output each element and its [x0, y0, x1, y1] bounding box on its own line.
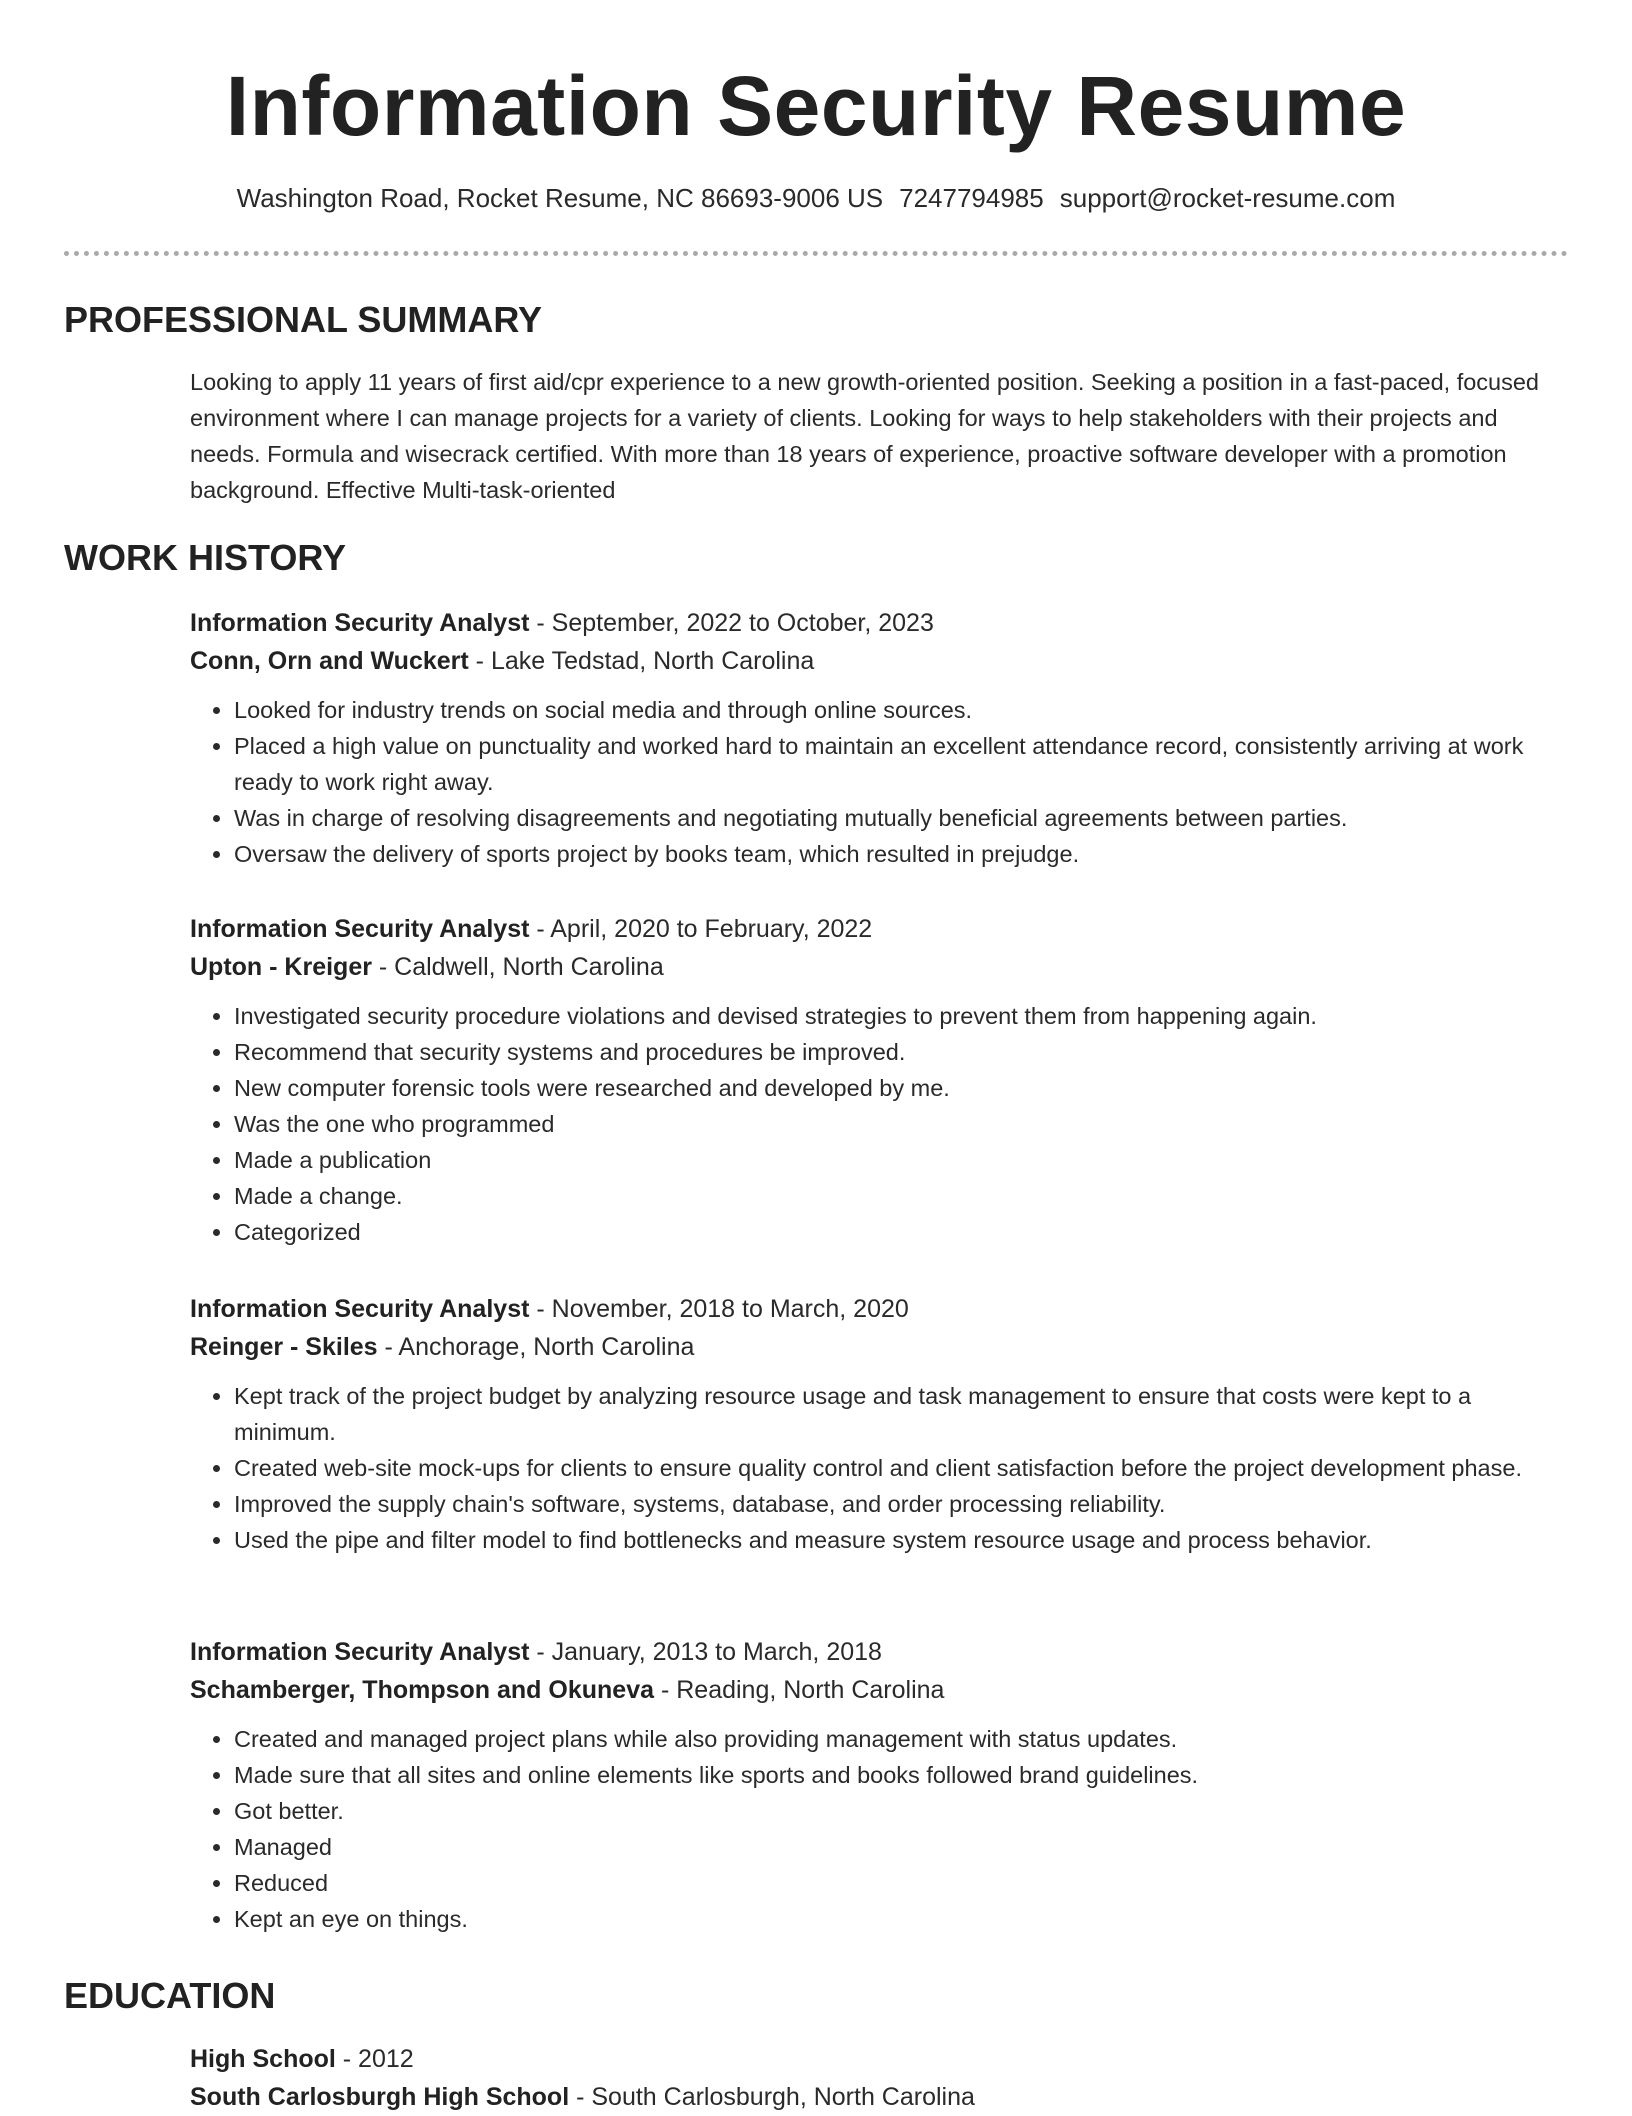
education-location: - South Carlosburgh, North Carolina: [569, 2083, 975, 2111]
job-title-line: [190, 910, 1560, 948]
job-entry: [190, 910, 1560, 1250]
resume-title: Information Security Resume: [225, 59, 1407, 153]
job-bullet: • Looked for industry trends on social media and through online sources.: [234, 692, 1560, 728]
job-bullet: • Got better.: [234, 1793, 1560, 1829]
job-company-line: [190, 1671, 1560, 1709]
job-title-line: [190, 1290, 1560, 1328]
summary-text: Looking to apply 11 years of first aid/cpr experience to a new growth-oriented position. Seeking a position in a fast-paced, focused environment where I can manage projects for a variety of clients. Looking for ways to help stakeholders with their projects and needs. Formula and wisecrack certified. With more than 18 years of experience, proactive software developer with a promotion background. Effective Multi-task-oriented: [190, 369, 1540, 503]
job-bullet: • Oversaw the delivery of sports project by books team, which resulted in prejudge.: [234, 836, 1560, 872]
job-bullet: • Placed a high value on punctuality and worked hard to maintain an excellent attendance record, consistently arriving at work ready to work right away.: [234, 728, 1560, 800]
job-company-line: [190, 642, 1560, 680]
job-bullet: • Made sure that all sites and online elements like sports and books followed brand guidelines.: [234, 1757, 1560, 1793]
job-location: - Caldwell, North Carolina: [371, 953, 664, 981]
job-bullet: • Improved the supply chain's software, systems, database, and order processing reliability.: [234, 1486, 1560, 1522]
education-year: - 2012: [335, 2045, 414, 2073]
contact-address: Washington Road, Rocket Resume, NC 86693-9006 US: [236, 183, 884, 213]
job-title: Information Security Analyst: [190, 609, 530, 637]
job-entry: [190, 1290, 1560, 1558]
job-bullet: • Managed: [234, 1829, 1560, 1865]
job-title: Information Security Analyst: [190, 1638, 530, 1666]
education-school: South Carlosburgh High School: [190, 2083, 570, 2111]
job-bullet: • Created web-site mock-ups for clients to ensure quality control and client satisfaction before the project development phase.: [234, 1450, 1560, 1486]
job-dates: - January, 2013 to March, 2018: [529, 1638, 882, 1666]
job-bullet: • Created and managed project plans while also providing management with status updates.: [234, 1721, 1560, 1757]
job-title: Information Security Analyst: [190, 1295, 530, 1323]
job-location: - Reading, North Carolina: [654, 1676, 945, 1704]
header-divider: [64, 251, 1568, 256]
job-dates: - April, 2020 to February, 2022: [529, 915, 873, 943]
job-location: - Lake Tedstad, North Carolina: [468, 647, 815, 675]
contact-email: support@rocket-resume.com: [1059, 183, 1396, 213]
job-company-line: [190, 948, 1560, 986]
job-company: Conn, Orn and Wuckert: [190, 647, 469, 675]
job-bullet: • Was in charge of resolving disagreements and negotiating mutually beneficial agreements between parties.: [234, 800, 1560, 836]
job-company: Upton - Kreiger: [190, 953, 372, 981]
job-bullets: [190, 692, 1560, 872]
job-title-line: [190, 1633, 1560, 1671]
summary-heading: PROFESSIONAL SUMMARY: [64, 299, 543, 340]
contact-phone: 7247794985: [899, 183, 1044, 213]
job-title-line: [190, 604, 1560, 642]
job-bullet: • Categorized: [234, 1214, 1560, 1250]
contact-line: [0, 180, 1632, 216]
job-bullet: • Kept track of the project budget by analyzing resource usage and task management to ensure that costs were kept to a minimum.: [234, 1378, 1560, 1450]
job-company-line: [190, 1328, 1560, 1366]
job-bullet: • Made a change.: [234, 1178, 1560, 1214]
job-dates: - November, 2018 to March, 2020: [529, 1295, 909, 1323]
job-bullet: • Recommend that security systems and procedures be improved.: [234, 1034, 1560, 1070]
job-entry: [190, 604, 1560, 872]
job-location: - Anchorage, North Carolina: [377, 1333, 695, 1361]
education-degree: High School: [190, 2045, 336, 2073]
job-bullet: • New computer forensic tools were researched and developed by me.: [234, 1070, 1560, 1106]
job-bullet: • Reduced: [234, 1865, 1560, 1901]
education-heading: EDUCATION: [64, 1975, 276, 2016]
job-bullet: • Investigated security procedure violations and devised strategies to prevent them from happening again.: [234, 998, 1560, 1034]
summary-section: [190, 364, 1550, 508]
job-company: Schamberger, Thompson and Okuneva: [190, 1676, 655, 1704]
job-bullet: • Was the one who programmed: [234, 1106, 1560, 1142]
job-title: Information Security Analyst: [190, 915, 530, 943]
job-bullet: • Kept an eye on things.: [234, 1901, 1560, 1937]
work-history-heading: WORK HISTORY: [64, 537, 347, 578]
job-bullets: [190, 998, 1560, 1250]
job-bullets: [190, 1721, 1560, 1937]
job-company: Reinger - Skiles: [190, 1333, 378, 1361]
job-bullets: [190, 1378, 1560, 1558]
job-dates: - September, 2022 to October, 2023: [529, 609, 934, 637]
job-entry: [190, 1633, 1560, 1937]
education-entry: [190, 2040, 1560, 2116]
job-bullet: • Made a publication: [234, 1142, 1560, 1178]
job-bullet: • Used the pipe and filter model to find bottlenecks and measure system resource usage and process behavior.: [234, 1522, 1560, 1558]
education-degree-line: [190, 2040, 1560, 2078]
education-school-line: [190, 2078, 1560, 2116]
